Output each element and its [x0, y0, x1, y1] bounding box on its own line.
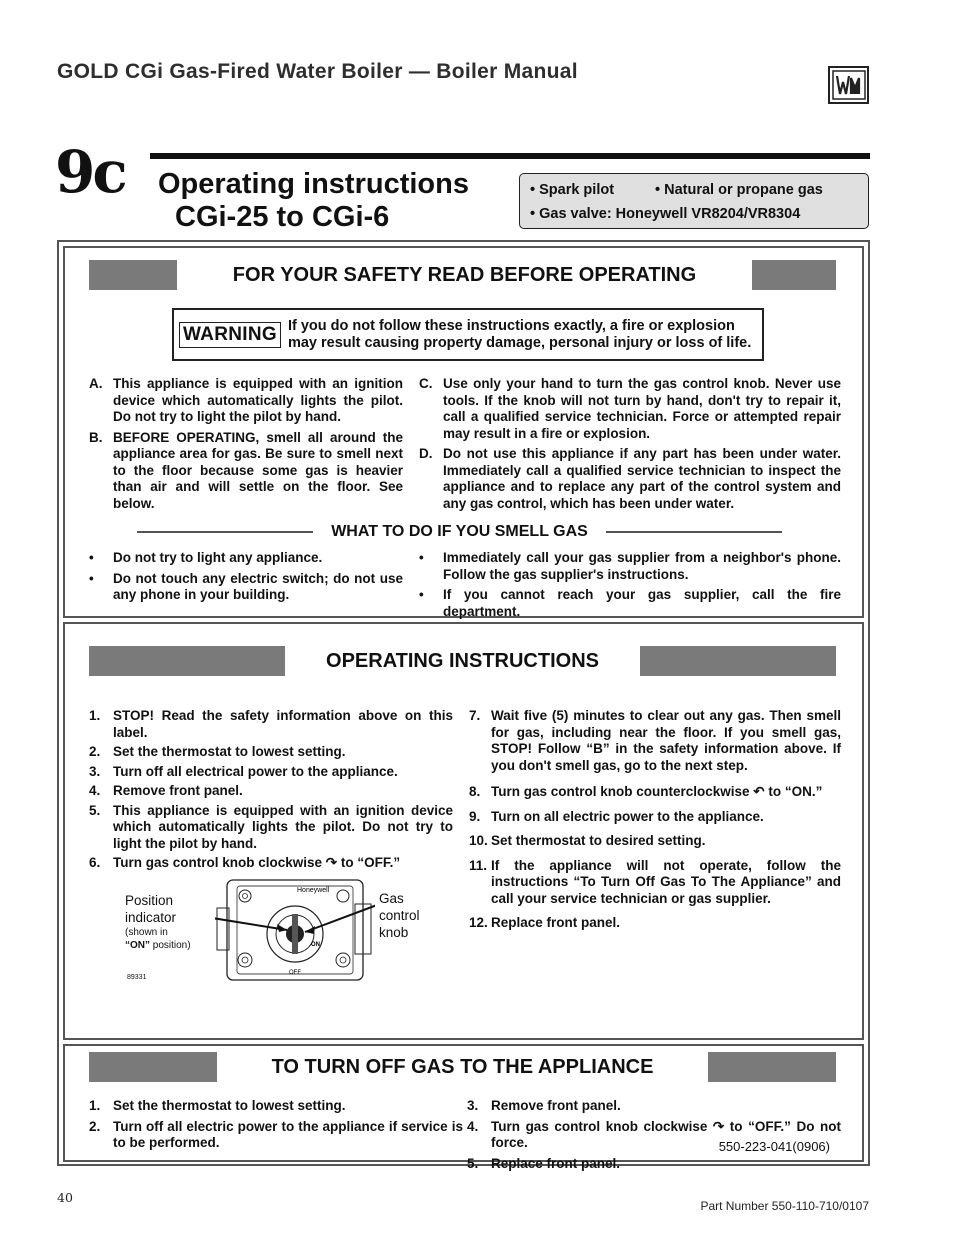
safety-items-left — [89, 376, 403, 516]
turnoff-heading: TO TURN OFF GAS TO THE APPLIANCE — [271, 1055, 654, 1078]
operating-step: 9. Turn on all electric power to the appliance. — [469, 808, 764, 824]
section-title-line2: CGi-25 to CGi-6 — [175, 201, 390, 233]
position-indicator-label: Position — [125, 893, 174, 908]
heading-bar-left — [89, 260, 177, 290]
operating-step: 10. Set thermostat to desired setting. — [469, 833, 706, 848]
smell-rule-right — [606, 531, 782, 534]
turnoff-step: 3. Remove front panel. — [467, 1098, 621, 1113]
spec-box — [519, 173, 869, 229]
weil-mclain-logo — [828, 66, 869, 104]
spec-gas: • Natural or propane gas — [655, 182, 823, 198]
smell-item: • Do not try to light any appliance. — [89, 550, 323, 565]
heading-bar-right — [752, 260, 836, 290]
gas-control-knob-label-2: control — [379, 908, 420, 923]
section-title-line1: Operating instructions — [158, 168, 469, 200]
operating-step: 7. Wait five (5) minutes to clear out any gas. Then smell for gas, including near the floor. If you smell gas, STOP! Follow “B” in the safety information above. If you don't smell gas, go to the next step. — [469, 708, 841, 773]
smell-items-left — [89, 550, 403, 608]
operating-heading: OPERATING INSTRUCTIONS — [326, 649, 599, 672]
turnoff-heading-row — [89, 1052, 836, 1082]
gas-control-knob-label: Gas — [379, 891, 404, 906]
page-number: 40 — [57, 1190, 73, 1205]
knob-off-mark: OFF — [289, 970, 301, 976]
section-number: 9c — [55, 138, 125, 206]
section-rule — [150, 153, 870, 159]
part-number: Part Number 550-110-710/0107 — [700, 1199, 869, 1213]
operating-step: 12. Replace front panel. — [469, 915, 621, 930]
label-code: 550-223-041(0906) — [718, 1139, 830, 1154]
smell-item: • If you cannot reach your gas supplier, call the fire department. — [419, 587, 841, 619]
heading-bar-left — [89, 1052, 217, 1082]
smell-heading-row — [137, 523, 782, 541]
operating-label — [57, 240, 870, 1171]
safety-item-c: C. Use only your hand to turn the gas control knob. Never use tools. If the knob will not turn by hand, don't try to repair it, call a qualified service technician. Force or attempted repair may result in a fire or explosion. — [419, 376, 841, 441]
gas-valve-drawing — [215, 874, 375, 986]
turnoff-step: 1. Set the thermostat to lowest setting. — [89, 1098, 346, 1113]
operating-step: 1. STOP! Read the safety information above on this label. — [89, 708, 453, 740]
safety-heading: FOR YOUR SAFETY READ BEFORE OPERATING — [232, 263, 697, 286]
warning-text: If you do not follow these instructions exactly, a fire or explosion may result causing property damage, personal injury or loss of life. — [287, 317, 752, 351]
gas-valve-diagram — [125, 874, 455, 994]
safety-item-d: D. Do not use this appliance if any part has been under water. Immediately call a qualified service technician to inspect the appliance and to replace any part of the control system and any gas control, which has been under water. — [419, 446, 841, 511]
spec-valve: • Gas valve: Honeywell VR8204/VR8304 — [530, 206, 801, 222]
operating-panel — [63, 622, 864, 1040]
operating-heading-row — [89, 646, 836, 676]
section-title — [158, 168, 469, 234]
spec-pilot: • Spark pilot — [530, 182, 615, 198]
operating-step: 3. Turn off all electrical power to the appliance. — [89, 763, 398, 779]
turnoff-step: 2. Turn off all electric power to the appliance if service is to be performed. — [89, 1118, 463, 1150]
smell-item: • Immediately call your gas supplier from a neighbor's phone. Follow the gas supplier's instructions. — [419, 550, 841, 582]
safety-panel — [63, 246, 864, 618]
operating-step: 4. Remove front panel. — [89, 783, 243, 798]
operating-step: 8. Turn gas control knob counterclockwise ↶ to “ON.” — [469, 784, 823, 799]
safety-item-b: B. BEFORE OPERATING, smell all around the appliance area for gas. Be sure to smell next to the floor because some gas is heavier than air and will settle on the floor. See below. — [89, 429, 403, 511]
smell-heading: WHAT TO DO IF YOU SMELL GAS — [331, 523, 588, 540]
logo-mark-icon — [832, 70, 866, 100]
position-indicator-label-2: indicator — [125, 910, 177, 925]
manual-header-title: GOLD CGi Gas-Fired Water Boiler — Boiler Manual — [57, 60, 578, 83]
warning-label: WARNING — [179, 322, 281, 348]
operating-step: 5. This appliance is equipped with an ignition device which automatically lights the pilot. Do not try to light the pilot by hand. — [89, 802, 453, 851]
warning-box — [172, 308, 764, 361]
operating-steps-left — [89, 708, 453, 876]
figure-code: 89331 — [127, 974, 147, 981]
heading-bar-right — [708, 1052, 836, 1082]
smell-items-right — [419, 550, 841, 624]
turnoff-steps-left — [89, 1098, 463, 1156]
operating-step: 11. If the appliance will not operate, follow the instructions “To Turn Off Gas To The Appliance” and call your service technician or gas supplier. — [469, 857, 841, 906]
knob-on-mark: ON — [311, 942, 320, 948]
operating-steps-right — [469, 708, 841, 936]
smell-rule-left — [137, 531, 313, 534]
operating-step: 6. Turn gas control knob clockwise ↷ to “OFF.” — [89, 855, 401, 870]
on-position-note: “ON” position) — [125, 940, 191, 951]
turnoff-steps-right — [467, 1098, 841, 1176]
gas-control-knob-label-3: knob — [379, 925, 409, 940]
safety-heading-row — [89, 260, 836, 290]
shown-in-note: (shown in — [125, 927, 168, 938]
heading-bar-right — [640, 646, 836, 676]
honeywell-brand: Honeywell — [297, 887, 330, 894]
operating-step: 2. Set the thermostat to lowest setting. — [89, 744, 346, 759]
safety-item-a: A. This appliance is equipped with an ignition device which automatically lights the pilot. Do not try to light the pilot by hand. — [89, 376, 403, 424]
safety-items-right — [419, 376, 841, 516]
turn-off-panel — [63, 1044, 864, 1171]
turnoff-step: 4. Turn gas control knob clockwise ↷ to “OFF.” Do not force. — [467, 1118, 841, 1150]
smell-item: • Do not touch any electric switch; do not use any phone in your building. — [89, 570, 403, 602]
turnoff-step: 5. Replace front panel. — [467, 1155, 621, 1171]
heading-bar-left — [89, 646, 285, 676]
